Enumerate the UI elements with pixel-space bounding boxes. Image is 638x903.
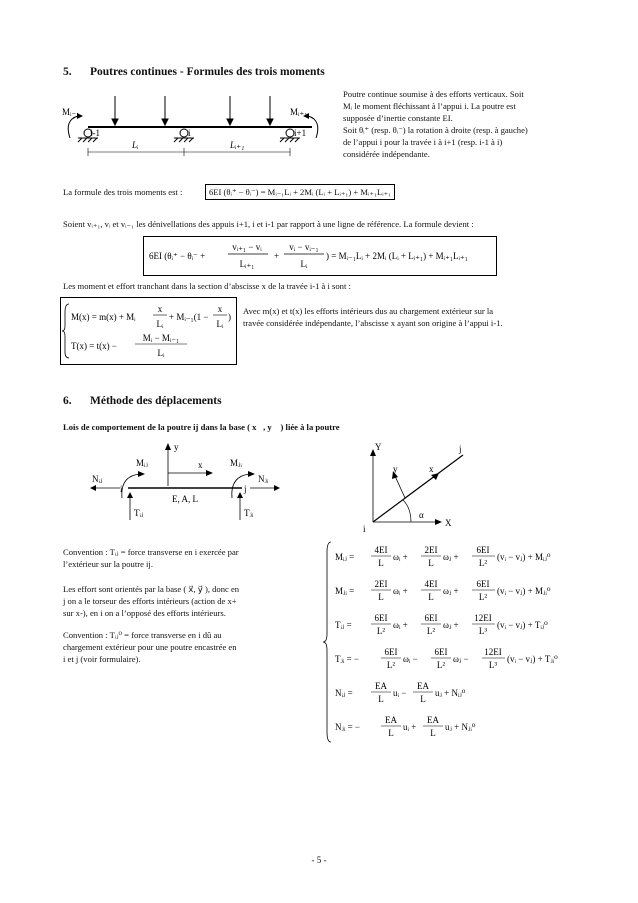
equation-term: Mᵢⱼ = [335, 552, 355, 562]
svg-text:Mⱼᵢ: Mⱼᵢ [230, 458, 242, 468]
equation-term: L² [478, 558, 488, 568]
equation-term: Tᵢⱼ = [335, 620, 352, 630]
equation-term: EA [375, 681, 387, 691]
equation-term: 6EI [434, 647, 448, 657]
local-x-axis [405, 476, 435, 498]
equation-term: uⱼ + Nᵢⱼ⁰ [435, 688, 466, 698]
equation-term: Nᵢⱼ = [335, 688, 353, 698]
alpha-arc [403, 500, 411, 522]
tij-arrow [127, 492, 133, 498]
equation-term: 4EI [374, 545, 388, 555]
svg-text:+ Mᵢ₋₁(1 −: + Mᵢ₋₁(1 − [169, 312, 209, 322]
svg-text:j: j [244, 484, 247, 494]
stiffness-equations [323, 538, 593, 746]
label-node-mid: i [188, 128, 191, 138]
equation-term: 12EI [484, 647, 502, 657]
label-m-left: Mᵢ₋₁ [62, 107, 80, 117]
svg-text:vᵢ₊₁ − vᵢ: vᵢ₊₁ − vᵢ [232, 242, 262, 252]
label-span-right: Lᵢ₊₁ [230, 140, 245, 150]
nij-arrow [90, 485, 96, 491]
equation-term: (vᵢ − vⱼ) + Tⱼᵢ⁰ [507, 654, 558, 664]
svg-text:i: i [120, 484, 123, 494]
equation-term: EA [385, 715, 397, 725]
label-m-right: Mᵢ₊₁ [290, 107, 308, 117]
equation-term: ωⱼ + [443, 586, 459, 596]
equation-term: ωᵢ − [403, 654, 418, 664]
section-5-title: Poutres continues - Formules des trois moments [90, 66, 325, 78]
equation-term: EA [417, 681, 429, 691]
equation-term: (vᵢ − vⱼ) + Mⱼᵢ⁰ [497, 586, 551, 596]
svg-text:y: y [393, 464, 398, 474]
svg-text:Tᵢⱼ: Tᵢⱼ [134, 508, 144, 518]
equation-term: 2EI [374, 579, 388, 589]
moment-shear-text: Les moment et effort tranchant dans la section d’abscisse x de la travée i-1 à i sont : [63, 281, 351, 291]
load-arrows [112, 96, 273, 125]
equation-term: L³ [488, 660, 498, 670]
tji-arrow [237, 492, 243, 498]
svg-text:x: x [198, 460, 203, 470]
svg-text:y: y [174, 442, 179, 452]
svg-text:Nⱼᵢ: Nⱼᵢ [258, 474, 269, 484]
convention-3: Convention : Tᵢⱼ⁰ = force transverse en i dû au chargement extérieur pour une poutre encastrée en i et j (voir formulaire). [63, 630, 237, 664]
svg-text:): ) [228, 312, 231, 322]
equation-term: ωᵢ + [393, 552, 408, 562]
equation-term: ωᵢ + [393, 620, 408, 630]
equation-term: L [430, 728, 436, 738]
settlement-text: Soient vᵢ₊₁, vᵢ et vᵢ₋₁ les dénivellations des appuis i+1, i et i-1 par rapport à une ligne de référence. La formule devient : [63, 219, 474, 229]
svg-text:Y: Y [375, 442, 382, 452]
svg-text:x: x [157, 304, 163, 314]
svg-text:Lᵢ: Lᵢ [216, 319, 224, 329]
equation-term: ωⱼ − [453, 654, 469, 664]
svg-text:Mᵢ − Mᵢ₋₁: Mᵢ − Mᵢ₋₁ [142, 333, 180, 343]
equation-term: L [420, 694, 426, 704]
equation-term: (vᵢ − vⱼ) + Mᵢⱼ⁰ [497, 552, 551, 562]
equation-term: (vᵢ − vⱼ) + Tᵢⱼ⁰ [497, 620, 548, 630]
equation-term: 6EI [384, 647, 398, 657]
svg-text:Nᵢⱼ: Nᵢⱼ [92, 474, 103, 484]
nji-arrow [274, 485, 280, 491]
equation-term: 6EI [424, 613, 438, 623]
equation-term: 6EI [476, 579, 490, 589]
equation-term: Tⱼᵢ = − [335, 654, 359, 664]
equation-term: uⱼ + Nⱼᵢ⁰ [445, 722, 476, 732]
svg-text:Lᵢ: Lᵢ [300, 259, 308, 269]
three-moments-formula: 6EI (θᵢ⁺ − θᵢ⁻) = Mᵢ₋₁Lᵢ + 2Mᵢ (Lᵢ + Lᵢ₊₁) + Mᵢ₊₁Lᵢ₊₁ [205, 184, 395, 200]
svg-text:6EI (θᵢ⁺ − θᵢ⁻ +: 6EI (θᵢ⁺ − θᵢ⁻ + [149, 251, 206, 261]
label-node-right: i+1 [294, 128, 307, 138]
svg-text:vᵢ − vᵢ₋₁: vᵢ − vᵢ₋₁ [289, 242, 319, 252]
svg-text:E, A, L: E, A, L [172, 494, 198, 504]
equation-term: L [378, 558, 384, 568]
support-mid [174, 129, 194, 142]
equation-term: L³ [478, 626, 488, 636]
convention-2: Les effort sont orientés par la base ( x⃗, y⃗ ), donc en j on a le torseur des efforts intérieurs (action de x+ sur x-), en i on a l’opposé des efforts intérieurs. [63, 584, 240, 618]
label-node-left: i-1 [90, 128, 100, 138]
svg-text:x: x [217, 304, 223, 314]
section-5-number: 5. [63, 66, 72, 78]
continuous-beam-figure [60, 90, 330, 162]
equation-term: L [428, 558, 434, 568]
moment-arc-left [68, 116, 78, 138]
equation-term: L [388, 728, 394, 738]
equation-term: 4EI [424, 579, 438, 589]
equation-term: L [378, 694, 384, 704]
equation-term: EA [427, 715, 439, 725]
convention-1: Convention : Tᵢⱼ = force transverse en i exercée par l’extérieur sur la poutre ij. [63, 547, 239, 569]
page-number: - 5 - [311, 855, 327, 865]
equation-term: ωⱼ + [443, 620, 459, 630]
beam-ij-figure [90, 440, 290, 528]
svg-text:X: X [445, 518, 452, 528]
equation-term: 12EI [474, 613, 492, 623]
equation-term: Mⱼᵢ = [335, 586, 355, 596]
svg-text:Lᵢ₊₁: Lᵢ₊₁ [239, 259, 255, 269]
section-6-subtitle: Lois de comportement de la poutre ij dans la base ( x⃗, y⃗ ) liée à la poutre [63, 422, 340, 432]
equation-term: ωⱼ + [443, 552, 459, 562]
three-moments-settlement-formula [143, 236, 497, 276]
equation-term: L² [386, 660, 396, 670]
moment-shear-formulas [60, 297, 237, 365]
equation-term: 6EI [374, 613, 388, 623]
svg-text:α: α [419, 510, 424, 520]
three-moments-label: La formule des trois moments est : [63, 187, 183, 197]
equation-term: L [378, 592, 384, 602]
moment-shear-note: Avec m(x) et t(x) les efforts intérieurs dus au chargement extérieur sur la travée considérée indépendante, l’abscisse x ayant son origine à l’appui i-1. [243, 306, 503, 328]
svg-text:M(x) = m(x) + Mᵢ: M(x) = m(x) + Mᵢ [71, 312, 136, 322]
svg-text:Tⱼᵢ: Tⱼᵢ [244, 508, 254, 518]
label-span-left: Lᵢ [132, 140, 139, 150]
equation-term: L² [478, 592, 488, 602]
equation-term: 6EI [476, 545, 490, 555]
equation-term: uᵢ + [403, 722, 417, 732]
section-6-title: Méthode des déplacements [90, 395, 222, 407]
local-y-axis [395, 476, 405, 498]
global-axes-figure [355, 440, 480, 540]
svg-text:x: x [429, 464, 434, 474]
equation-term: uᵢ − [393, 688, 407, 698]
equation-term: 2EI [424, 545, 438, 555]
svg-text:Lᵢ: Lᵢ [156, 319, 164, 329]
svg-text:j: j [459, 444, 462, 454]
svg-text:) = Mᵢ₋₁Lᵢ + 2Mᵢ (Lᵢ + Lᵢ₊₁) +: ) = Mᵢ₋₁Lᵢ + 2Mᵢ (Lᵢ + Lᵢ₊₁) + Mᵢ₊₁Lᵢ₊₁ [326, 251, 468, 261]
equation-term: L² [376, 626, 386, 636]
svg-text:Mᵢⱼ: Mᵢⱼ [136, 458, 148, 468]
equation-term: ωᵢ + [393, 586, 408, 596]
equation-term: L² [436, 660, 446, 670]
equation-term: Nⱼᵢ = − [335, 722, 361, 732]
svg-text:+: + [274, 251, 280, 261]
equation-term: L [428, 592, 434, 602]
svg-text:Lᵢ: Lᵢ [157, 348, 165, 358]
section-6-number: 6. [63, 395, 72, 407]
equation-term: L² [426, 626, 436, 636]
svg-text:T(x) = t(x) −: T(x) = t(x) − [71, 341, 117, 351]
section-5-intro: Poutre continue soumise à des efforts verticaux. Soit Mᵢ le moment fléchissant à l’appui i. La poutre est supposée d’inertie constante EI. Soit θᵢ⁺ (resp. θᵢ⁻) la rotation à droite (resp. à gauche) de l’appui i pour la travée i à i+1 (resp. i-1 à i) considérée indépendante. [343, 89, 528, 159]
svg-text:i: i [363, 524, 366, 534]
